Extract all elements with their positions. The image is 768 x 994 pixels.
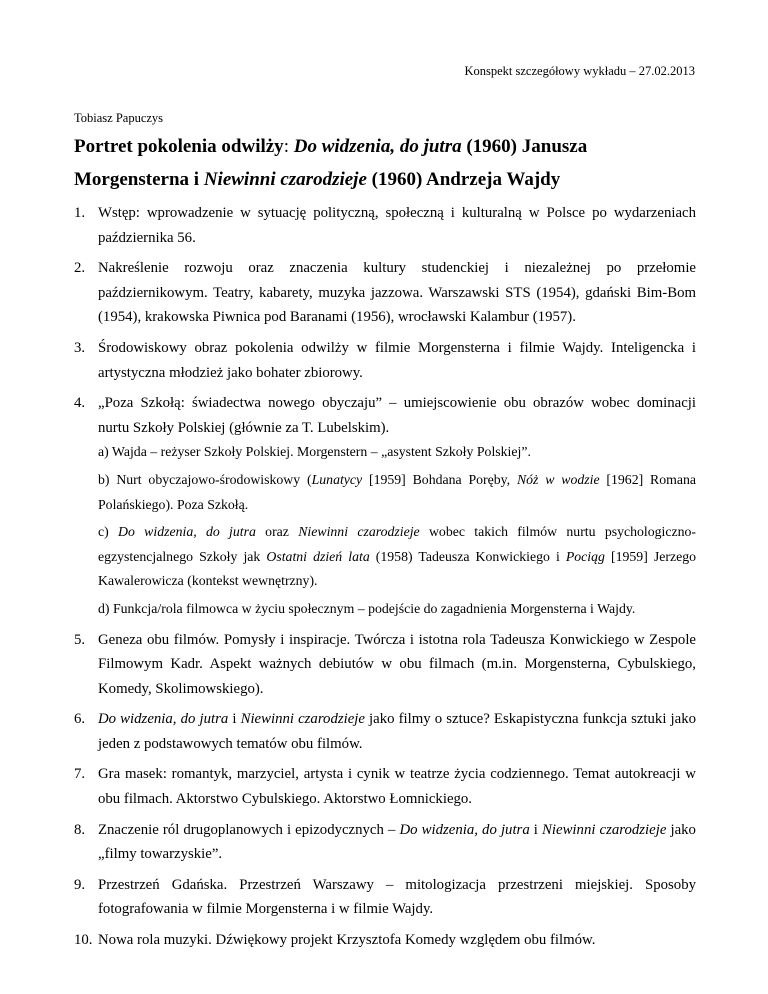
item-text: Środowiskowy obraz pokolenia odwilży w filmie Morgensterna i filmie Wajdy. Inteligencka i artystyczna młodzież jako bohater zbiorowy. bbox=[98, 339, 696, 381]
outline-list bbox=[74, 201, 696, 953]
item-number: 7. bbox=[74, 766, 86, 783]
film-title: Do widzenia, do jutra bbox=[399, 821, 530, 838]
sub-text: b) Nurt obyczajowo-środowiskowy ( bbox=[98, 471, 312, 487]
sub-text: [1959] Jerzego Kawalerowicza (kontekst wewnętrzny). bbox=[98, 548, 696, 589]
title-part: (1960) Andrzeja Wajdy bbox=[366, 169, 561, 190]
list-item bbox=[74, 256, 696, 330]
film-title: Do widzenia, do jutra bbox=[98, 711, 229, 728]
sub-text: [1962] Romana Polańskiego). Poza Szkołą. bbox=[98, 471, 697, 512]
film-title: Lunatycy bbox=[311, 471, 363, 487]
list-item bbox=[74, 336, 696, 385]
sub-item-d: d) Funkcja/rola filmowca w życiu społecznym – podejście do zagadnienia Morgensterna i Wajdy. bbox=[98, 600, 636, 616]
item-text-part: jako „filmy towarzyskie”. bbox=[98, 821, 696, 863]
list-item bbox=[74, 928, 696, 953]
list-item bbox=[74, 201, 696, 250]
item-text bbox=[98, 707, 696, 756]
item-text: Nakreślenie rozwoju oraz znaczenia kultury studenckiej i niezależnej po przełomie październikowym. Teatry, kabarety, muzyka jazzowa. Warszawski STS (1954), gdański Bim-Bom (1954), krakowska Piwnica pod Baranami (1956), wrocławski Kalambur (1957). bbox=[98, 260, 696, 326]
item-number: 2. bbox=[74, 260, 86, 277]
item-number: 6. bbox=[74, 711, 86, 728]
film-title: Do widzenia, do jutra bbox=[293, 136, 462, 157]
item-text-part: Znaczenie ról drugoplanowych i epizodycznych – bbox=[98, 821, 400, 838]
list-item bbox=[74, 873, 696, 922]
header-line: Konspekt szczegółowy wykładu – 27.02.2013 bbox=[464, 64, 695, 78]
item-text: „Poza Szkołą: świadectwa nowego obyczaju” – umiejscowienie obu obrazów wobec dominacji nurtu Szkoły Polskiej (głównie za T. Lubelskim). bbox=[98, 395, 696, 436]
item-text: Gra masek: romantyk, marzyciel, artysta i cynik w teatrze życia codziennego. Temat autokreacji w obu filmach. Aktorstwo Cybulskiego. Aktorstwo Łomnickiego. bbox=[98, 766, 696, 808]
item-number: 8. bbox=[74, 821, 86, 838]
item-number: 1. bbox=[74, 205, 86, 221]
item-number: 5. bbox=[74, 631, 86, 648]
list-item bbox=[74, 707, 696, 756]
item-number: 10. bbox=[74, 932, 93, 949]
item-number: 9. bbox=[74, 876, 86, 893]
item-text bbox=[98, 818, 696, 867]
title-part: (1960) Janusza Morgensterna i bbox=[74, 136, 588, 190]
sub-text: (1958) Tadeusza Konwickiego i bbox=[369, 548, 566, 564]
sub-item-a: a) Wajda – reżyser Szkoły Polskiej. Morgenstern – „asystent Szkoły Polskiej”. bbox=[98, 444, 531, 460]
item-body bbox=[98, 391, 696, 621]
sub-text: wobec takich filmów nurtu psychologiczno-egzystencjalnego Szkoły jak bbox=[98, 524, 697, 564]
list-item bbox=[74, 818, 696, 867]
item-text-part: i bbox=[529, 821, 543, 838]
document-title bbox=[74, 130, 696, 196]
sub-item-b bbox=[98, 468, 696, 517]
author-name: Tobiasz Papuczys bbox=[74, 111, 164, 125]
film-title: Niewinni czarodzieje bbox=[298, 524, 420, 540]
film-title: Pociąg bbox=[565, 548, 605, 564]
sub-text: oraz bbox=[255, 524, 299, 540]
film-title: Niewinni czarodzieje bbox=[240, 711, 365, 728]
title-separator: : bbox=[283, 136, 294, 157]
sub-text: c) bbox=[98, 524, 119, 540]
list-item bbox=[74, 391, 696, 621]
item-number: 4. bbox=[74, 395, 86, 412]
list-item bbox=[74, 762, 696, 811]
film-title: Nóż w wodzie bbox=[516, 471, 600, 487]
item-text-part: i bbox=[228, 711, 241, 728]
sub-item-c bbox=[98, 520, 696, 594]
film-title: Do widzenia, do jutra bbox=[118, 524, 256, 540]
film-title: Niewinni czarodzieje bbox=[542, 821, 667, 838]
title-part: Portret pokolenia odwilży bbox=[74, 136, 284, 157]
item-text-part: jako filmy o sztuce? Eskapistyczna funkcja sztuki jako jeden z podstawowych tematów obu filmów. bbox=[98, 711, 697, 752]
item-number: 3. bbox=[74, 339, 86, 356]
item-text: Przestrzeń Gdańska. Przestrzeń Warszawy – mitologizacja przestrzeni miejskiej. Sposoby fotografowania w filmie Morgensterna i w filmie Wajdy. bbox=[98, 876, 696, 918]
item-text: Wstęp: wprowadzenie w sytuację polityczną, społeczną i kulturalną w Polsce po wydarzeniach października 56. bbox=[98, 205, 696, 246]
item-text: Geneza obu filmów. Pomysły i inspiracje. Twórcza i istotna rola Tadeusza Konwickiego w Zespole Filmowym Kadr. Aspekt ważnych debiutów w obu filmach (m.in. Morgensterna, Cybulskiego, Komedy, Skolimowskiego). bbox=[98, 631, 696, 697]
list-item bbox=[74, 628, 696, 702]
film-title: Ostatni dzień lata bbox=[266, 548, 370, 564]
sub-text: [1959] Bohdana Poręby, bbox=[362, 471, 517, 487]
item-text: Nowa rola muzyki. Dźwiękowy projekt Krzysztofa Komedy względem obu filmów. bbox=[98, 932, 596, 949]
film-title: Niewinni czarodzieje bbox=[203, 169, 367, 190]
